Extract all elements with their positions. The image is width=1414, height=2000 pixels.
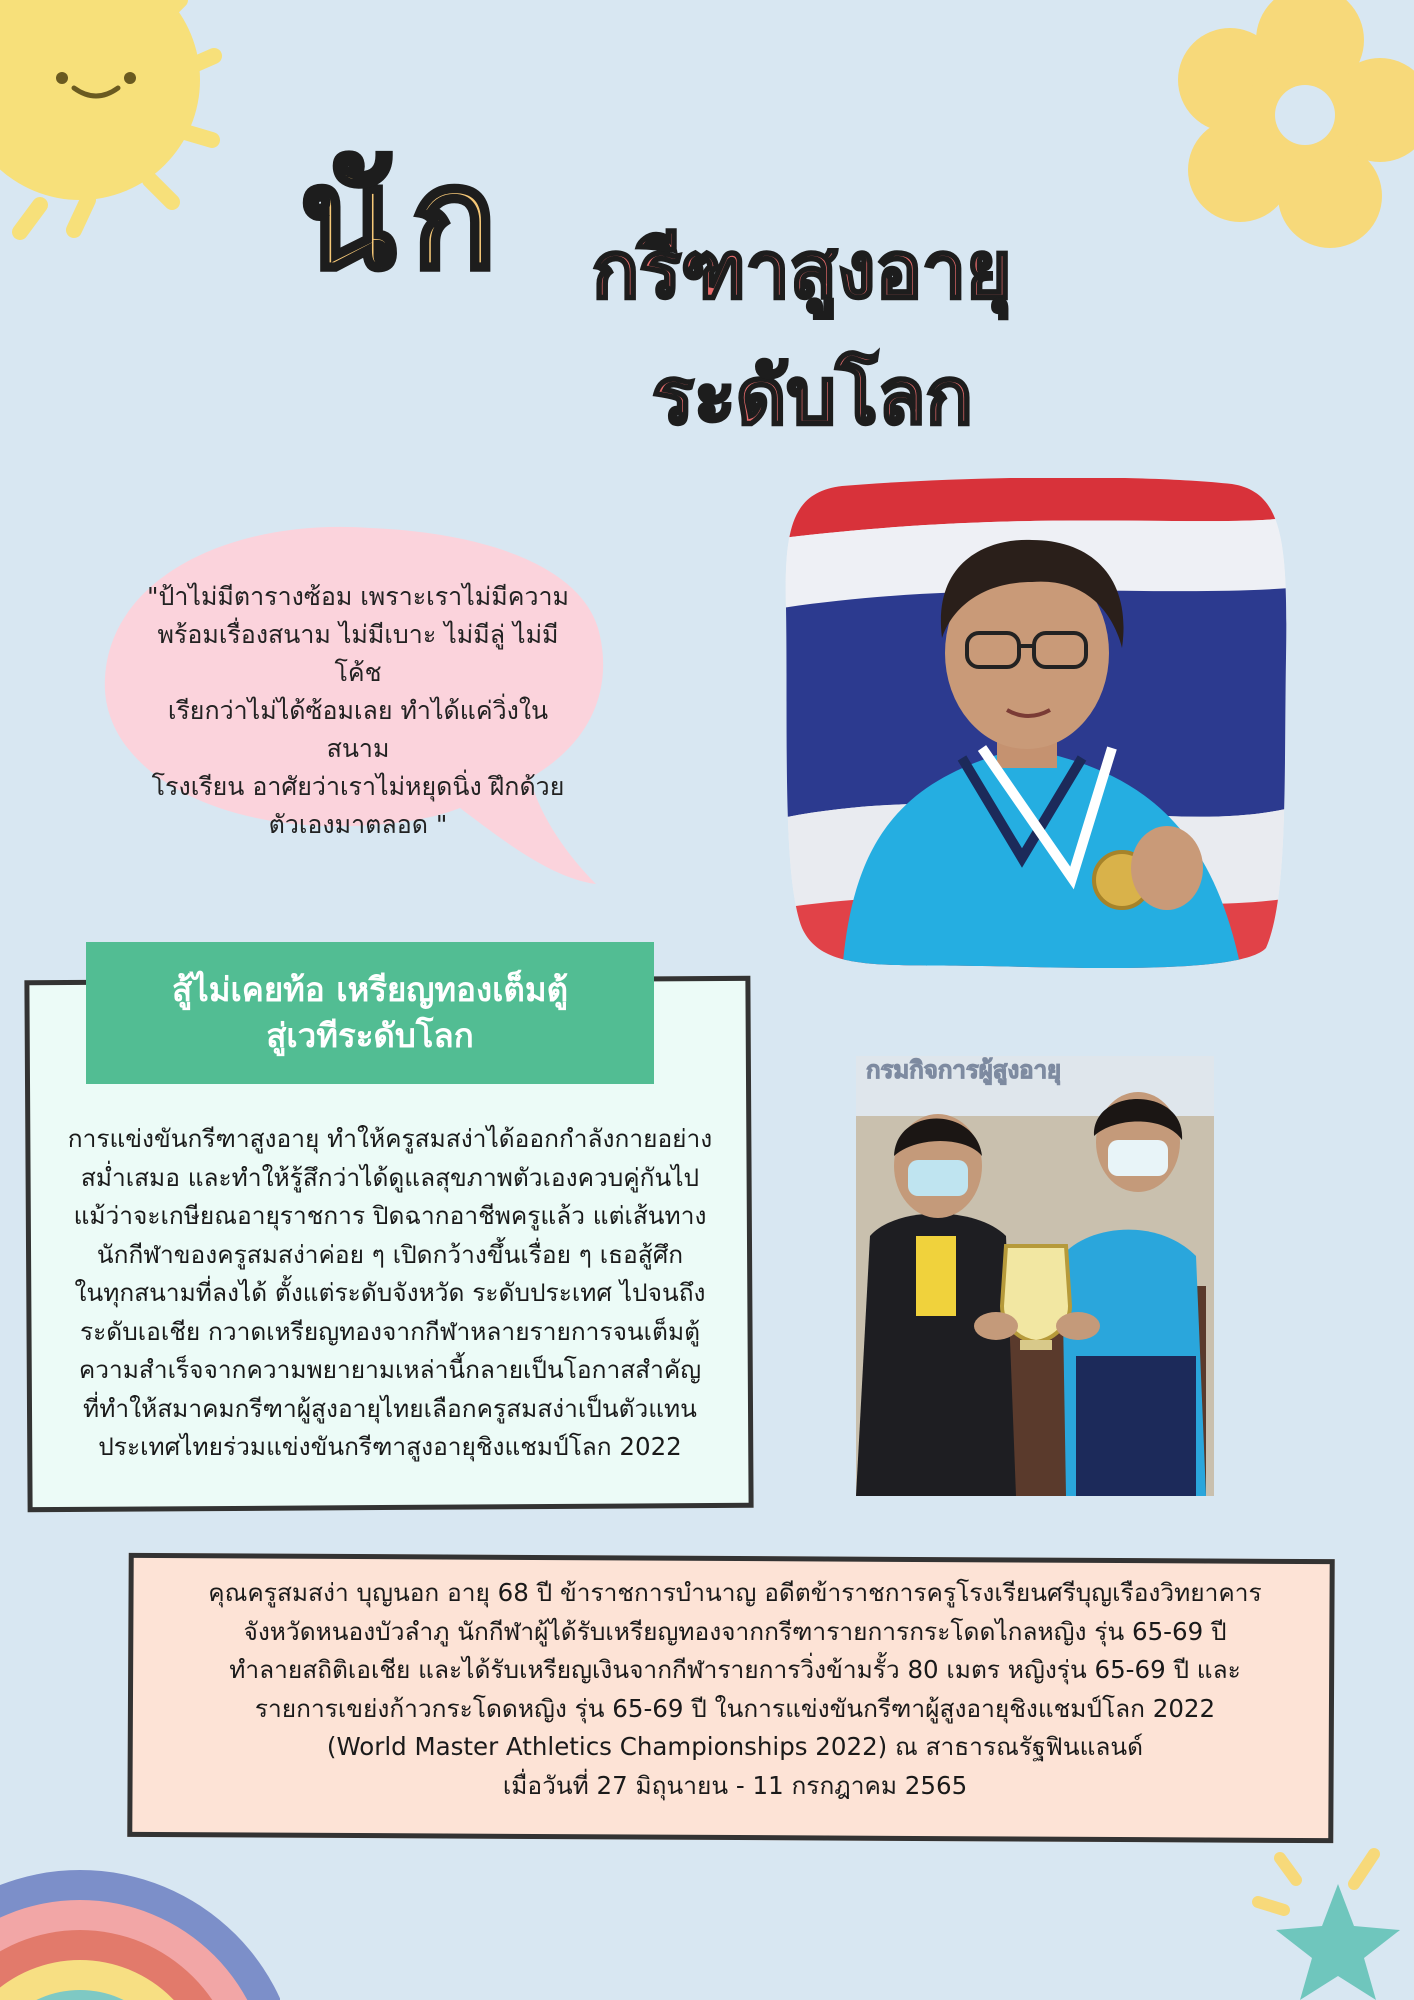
article-heading-line-1: สู้ไม่เคยท้อ เหรียญทองเต็มตู้ [171,970,569,1009]
article-line: สม่ำเสมอ และทำให้รู้สึกว่าได้ดูแลสุขภาพตัวเองควบคู่กันไป [80,1162,700,1192]
flower-decoration [1170,0,1414,250]
star-decoration [1250,1840,1414,2000]
quote-line: ตัวเองมาตลอด " [268,810,448,839]
quote-line: เรียกว่าไม่ได้ซ้อมเลย ทำได้แค่วิ่งในสนาม [167,696,549,763]
article-heading-banner [86,942,654,1084]
sun-eye-left-icon [56,72,68,84]
article-line: ความสำเร็จจากความพยายามเหล่านี้กลายเป็นโอกาสสำคัญ [78,1355,702,1384]
article-line: ประเทศไทยร่วมแข่งขันกรีฑาสูงอายุชิงแชมป์โลก 2022 [98,1432,682,1461]
info-line: เมื่อวันที่ 27 มิถุนายน - 11 กรกฎาคม 2565 [502,1770,968,1800]
info-line: (World Master Athletics Championships 2022) ณ สาธารณรัฐฟินแลนด์ [326,1732,1144,1761]
sun-eye-right-icon [124,72,136,84]
info-line: รายการเขย่งก้าวกระโดดหญิง รุ่น 65-69 ปี ในการแข่งขันกรีฑาผู้สูงอายุชิงแชมป์โลก 2022 [254,1693,1216,1723]
article-line: ที่ทำให้สมาคมกรีฑาผู้สูงอายุไทยเลือกครูสมสง่าเป็นตัวแทน [83,1393,697,1423]
article-heading-line-2: สู่เวทีระดับโลก [266,1016,474,1055]
title-main: นัก [300,138,513,301]
title-line-1: กรีฑาสูงอายุ [592,226,1012,316]
sun-decoration [0,0,240,240]
article-body [40,1120,740,1467]
article-line: การแข่งขันกรีฑาสูงอายุ ทำให้ครูสมสง่าได้ออกกำลังกายอย่าง [67,1124,713,1153]
award-ceremony-photo [856,1056,1214,1496]
info-line: คุณครูสมสง่า บุญนอก อายุ 68 ปี ข้าราชการบำนาญ อดีตข้าราชการครูโรงเรียนศรีบุญเรืองวิทยาคาร [208,1578,1262,1607]
photo2-sign-text: กรมกิจการผู้สูงอายุ [866,1056,1062,1084]
profile-info-text [150,1574,1320,1805]
info-line: จังหวัดหนองบัวลำภู นักกีฬาผู้ได้รับเหรียญทองจากกรีฑารายการกระโดดไกลหญิง รุ่น 65-69 ปี [243,1616,1227,1646]
article-line: แม้ว่าจะเกษียณอายุราชการ ปิดฉากอาชีพครูแล้ว แต่เส้นทาง [73,1201,707,1230]
athlete-portrait-photo [782,478,1290,974]
quote-line: พร้อมเรื่องสนาม ไม่มีเบาะ ไม่มีลู่ ไม่มีโค้ช [157,620,559,687]
quote-text [138,578,578,844]
article-line: ในทุกสนามที่ลงได้ ตั้งแต่ระดับจังหวัด ระดับประเทศ ไปจนถึง [74,1278,706,1307]
article-line: ระดับเอเชีย กวาดเหรียญทองจากกีฬาหลายรายการจนเต็มตู้ [79,1316,701,1346]
quote-line: โรงเรียน อาศัยว่าเราไม่หยุดนิ่ง ฝึกด้วย [151,772,565,801]
info-line: ทำลายสถิติเอเชีย และได้รับเหรียญเงินจากกีฬารายการวิ่งข้ามรั้ว 80 เมตร หญิงรุ่น 65-69 ปี และ [229,1655,1241,1684]
article-line: นักกีฬาของครูสมสง่าค่อย ๆ เปิดกว้างขึ้นเรื่อย ๆ เธอสู้ศึก [96,1239,684,1269]
title-line-2: ระดับโลก [652,352,973,442]
quote-bubble [100,508,620,898]
rainbow-decoration [0,1860,280,2000]
quote-line: "ป้าไม่มีตารางซ้อม เพราะเราไม่มีความ [146,582,570,611]
star-icon [1276,1884,1400,2000]
